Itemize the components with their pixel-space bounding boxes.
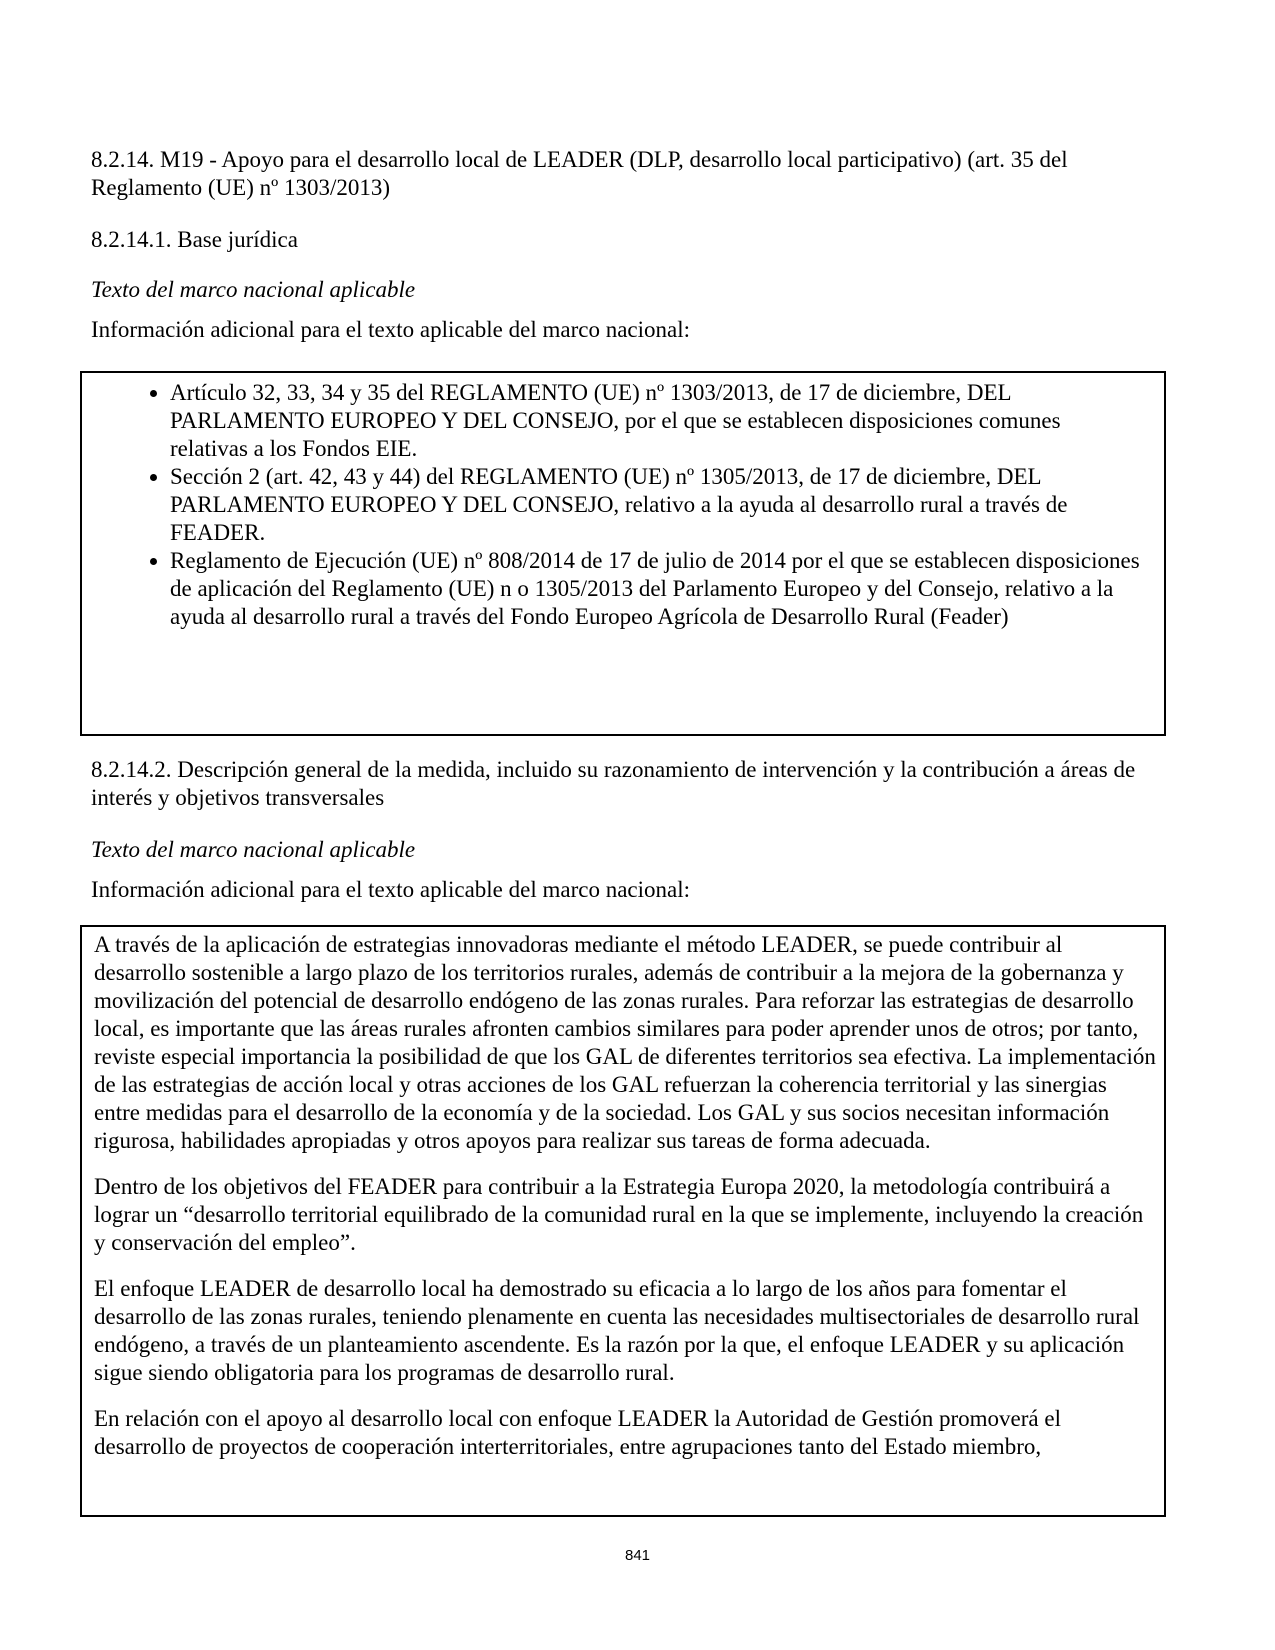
framework-label-2: Texto del marco nacional aplicable	[91, 837, 416, 862]
paragraph: A través de la aplicación de estrategias innovadoras mediante el método LEADER, se puede contribuir al desarrollo sostenible a largo plazo de los territorios rurales, además de contribuir a la mejora de la gobernanza y movilización del potencial de desarrollo endógeno de las zonas rurales. Para reforzar las estrategias de desarrollo local, es importante que las áreas rurales afronten cambios similares para poder aprender unos de otros; por tanto, reviste especial importancia la posibilidad de que los GAL de diferentes territorios sea efectiva. La implementación de las estrategias de acción local y otras acciones de los GAL refuerzan la coherencia territorial y las sinergias entre medidas para el desarrollo de la economía y de la sociedad. Los GAL y sus socios necesitan información rigurosa, habilidades apropiadas y otros apoyos para realizar sus tareas de forma adecuada.	[94, 932, 1156, 1153]
section-title: 8.2.14. M19 - Apoyo para el desarrollo local de LEADER (DLP, desarrollo local participativo) (art. 35 del Reglamento (UE) nº 1303/2013)	[91, 147, 1068, 200]
paragraph: El enfoque LEADER de desarrollo local ha demostrado su eficacia a lo largo de los años para fomentar el desarrollo de las zonas rurales, teniendo plenamente en cuenta las necesidades multisectoriales de desarrollo rural endógeno, a través de un planteamiento ascendente. Es la razón por la que, el enfoque LEADER y su aplicación sigue siendo obligatoria para los programas de desarrollo rural.	[94, 1276, 1140, 1385]
subsection-1-title: 8.2.14.1. Base jurídica	[91, 227, 298, 252]
description-box	[80, 925, 1166, 1517]
paragraph: Dentro de los objetivos del FEADER para contribuir a la Estrategia Europa 2020, la metodología contribuirá a lograr un “desarrollo territorial equilibrado de la comunidad rural en la que se implemente, incluyendo la creación y conservación del empleo”.	[94, 1174, 1144, 1255]
subsection-2-title: 8.2.14.2. Descripción general de la medida, incluido su razonamiento de intervención y la contribución a áreas de interés y objetivos transversales	[91, 757, 1136, 810]
additional-info-label-1: Información adicional para el texto aplicable del marco nacional:	[91, 317, 690, 342]
legal-basis-box	[80, 371, 1166, 736]
legal-basis-list	[82, 373, 1164, 631]
list-item: • Artículo 32, 33, 34 y 35 del REGLAMENTO (UE) nº 1303/2013, de 17 de diciembre, DEL PARLAMENTO EUROPEO Y DEL CONSEJO, por el que se establecen disposiciones comunes relativas a los Fondos EIE.	[170, 379, 1144, 463]
framework-label-1: Texto del marco nacional aplicable	[91, 277, 416, 302]
paragraph: En relación con el apoyo al desarrollo local con enfoque LEADER la Autoridad de Gestión promoverá el desarrollo de proyectos de cooperación interterritoriales, entre agrupaciones tanto del Estado miembro,	[94, 1406, 1061, 1459]
list-item: • Reglamento de Ejecución (UE) nº 808/2014 de 17 de julio de 2014 por el que se establecen disposiciones de aplicación del Reglamento (UE) n o 1305/2013 del Parlamento Europeo y del Consejo, relativo a la ayuda al desarrollo rural a través del Fondo Europeo Agrícola de Desarrollo Rural (Feader)	[170, 547, 1144, 631]
page-number: 841	[624, 1547, 651, 1564]
additional-info-label-2: Información adicional para el texto aplicable del marco nacional:	[91, 877, 690, 902]
list-item: • Sección 2 (art. 42, 43 y 44) del REGLAMENTO (UE) nº 1305/2013, de 17 de diciembre, DEL PARLAMENTO EUROPEO Y DEL CONSEJO, relativo a la ayuda al desarrollo rural a través de FEADER.	[170, 463, 1144, 547]
